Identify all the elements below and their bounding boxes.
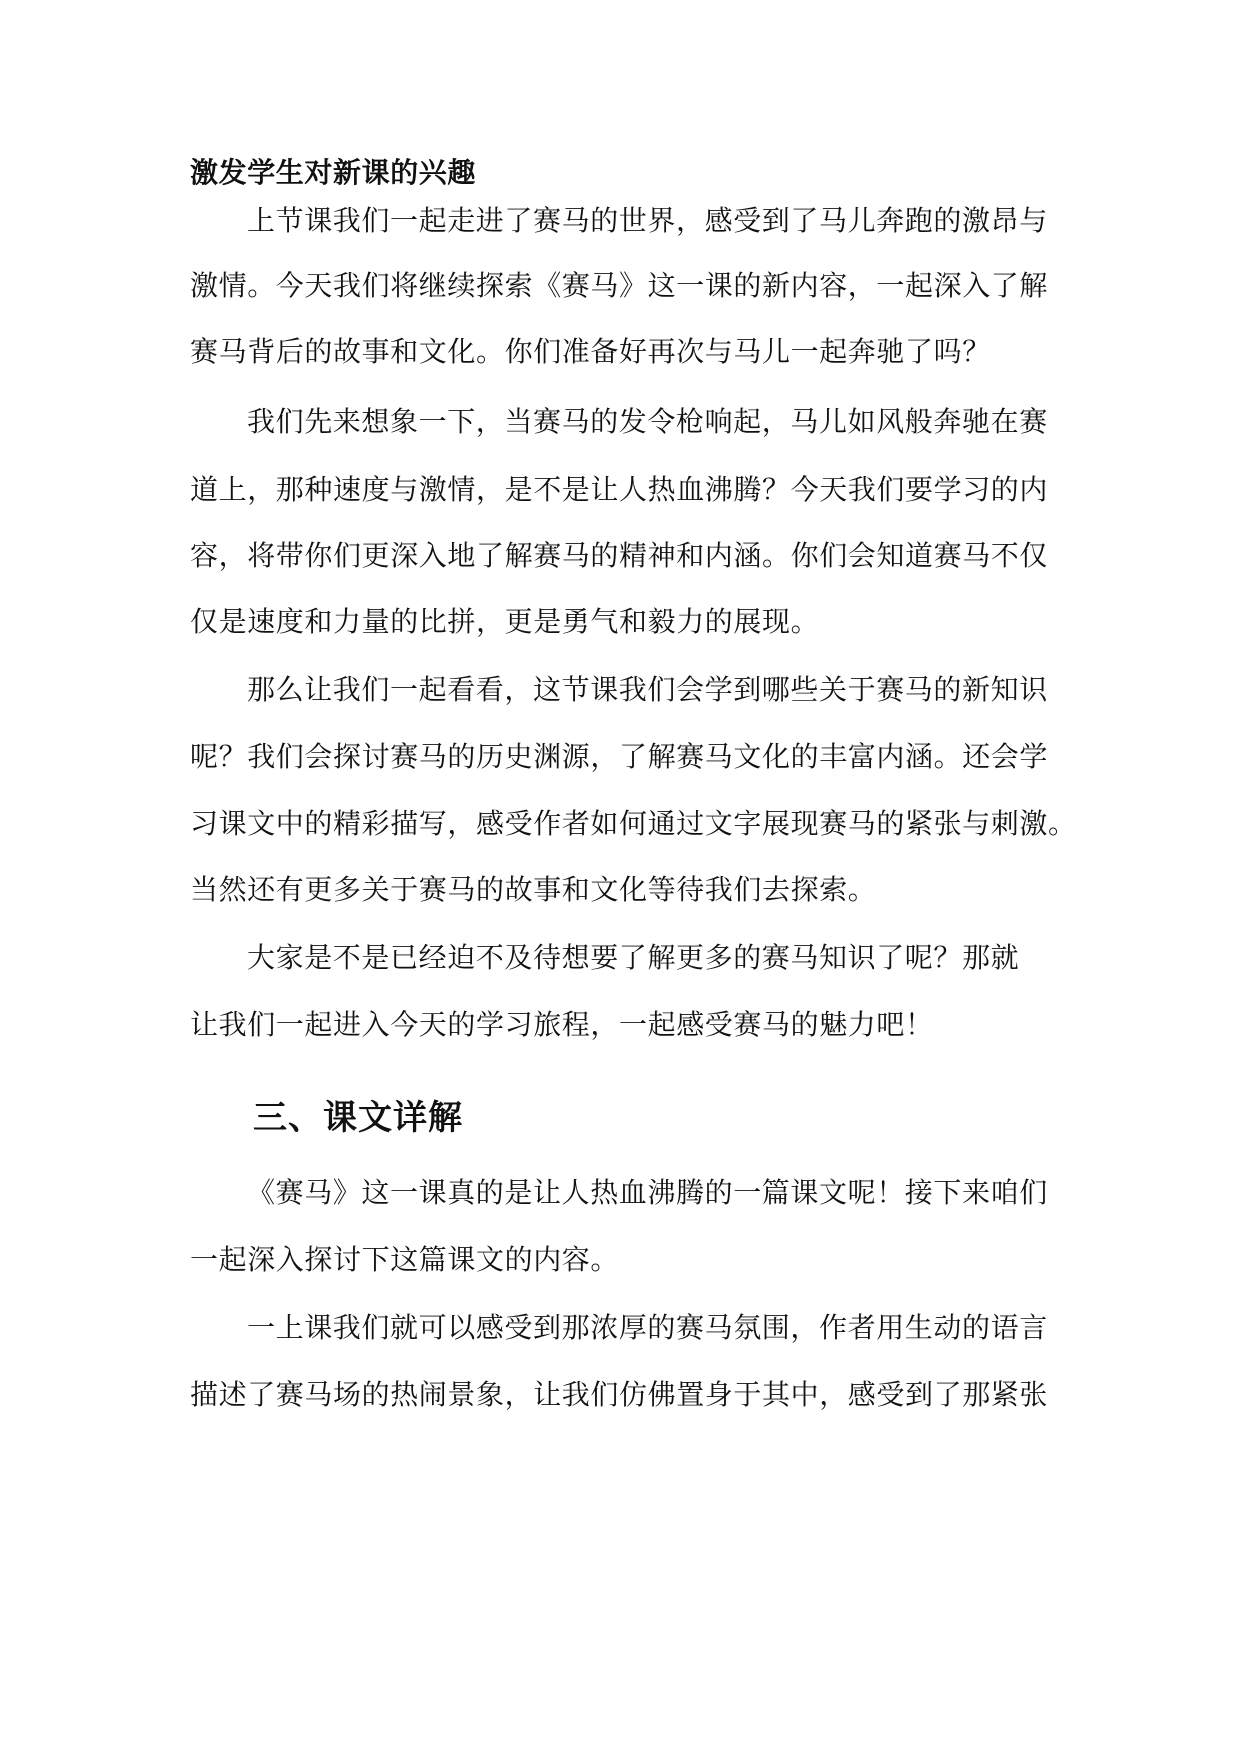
text-line: 仅是速度和力量的比拼，更是勇气和毅力的展现。: [190, 605, 820, 638]
text-line: 当然还有更多关于赛马的故事和文化等待我们去探索。: [190, 873, 877, 906]
text-line: 《赛马》这一课真的是让人热血沸腾的一篇课文呢！接下来咱们: [247, 1176, 1048, 1209]
subheading: 激发学生对新课的兴趣: [190, 156, 477, 189]
text-line: 上节课我们一起走进了赛马的世界，感受到了马儿奔跑的激昂与: [247, 204, 1048, 237]
section-heading: 三、课文详解: [253, 1098, 463, 1138]
text-line: 让我们一起进入今天的学习旅程，一起感受赛马的魅力吧！: [190, 1008, 934, 1041]
text-line: 赛马背后的故事和文化。你们准备好再次与马儿一起奔驰了吗？: [190, 335, 991, 368]
text-line: 道上，那种速度与激情，是不是让人热血沸腾？今天我们要学习的内: [190, 473, 1049, 506]
text-line: 大家是不是已经迫不及待想要了解更多的赛马知识了呢？那就: [247, 941, 1020, 974]
text-line: 习课文中的精彩描写，感受作者如何通过文字展现赛马的紧张与刺激。: [190, 807, 1077, 840]
text-line: 我们先来想象一下，当赛马的发令枪响起，马儿如风般奔驰在赛: [247, 405, 1048, 438]
text-line: 容，将带你们更深入地了解赛马的精神和内涵。你们会知道赛马不仅: [190, 539, 1049, 572]
text-line: 一起深入探讨下这篇课文的内容。: [190, 1243, 620, 1276]
text-line: 激情。今天我们将继续探索《赛马》这一课的新内容，一起深入了解: [190, 269, 1049, 302]
text-line: 描述了赛马场的热闹景象，让我们仿佛置身于其中，感受到了那紧张: [190, 1378, 1049, 1411]
text-line: 呢？我们会探讨赛马的历史渊源，了解赛马文化的丰富内涵。还会学: [190, 740, 1049, 773]
text-line: 那么让我们一起看看，这节课我们会学到哪些关于赛马的新知识: [247, 673, 1048, 706]
text-line: 一上课我们就可以感受到那浓厚的赛马氛围，作者用生动的语言: [247, 1311, 1048, 1344]
